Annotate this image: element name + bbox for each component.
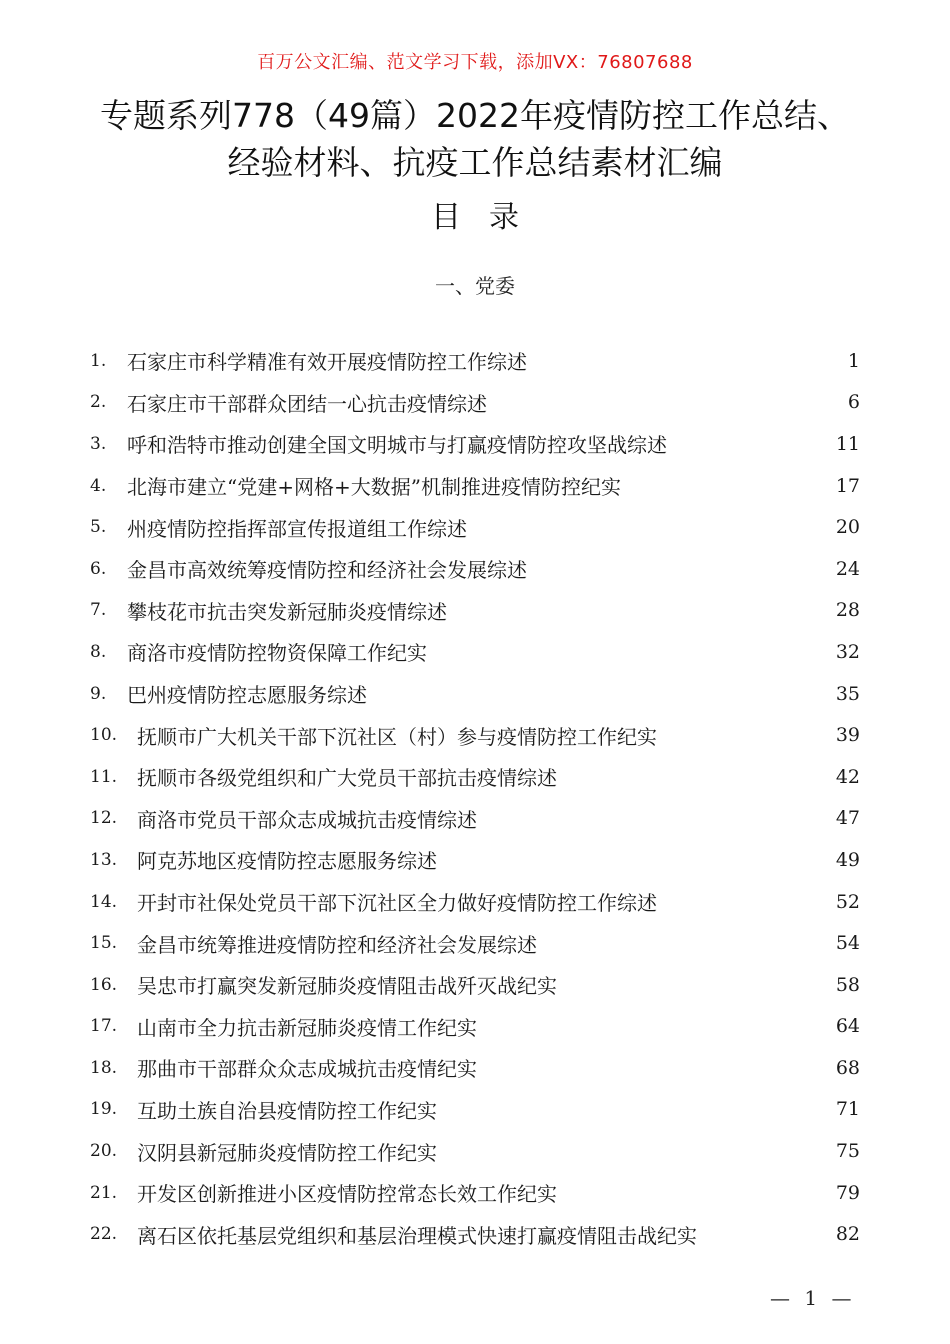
toc-item-page: 20 (835, 516, 860, 539)
toc-item-title: 抚顺市各级党组织和广大党员干部抗击疫情综述 (137, 766, 557, 791)
toc-item-title: 抚顺市广大机关干部下沉社区（村）参与疫情防控工作纪实 (137, 724, 657, 749)
toc-item-title: 离石区依托基层党组织和基层治理模式快速打赢疫情阻击战纪实 (137, 1223, 697, 1248)
toc-item-title: 山南市全力抗击新冠肺炎疫情工作纪实 (137, 1015, 477, 1040)
toc-item[interactable] (90, 1047, 860, 1089)
toc-item-page: 42 (835, 765, 860, 788)
toc-item-title: 州疫情防控指挥部宣传报道组工作综述 (127, 516, 467, 541)
toc-item[interactable] (90, 881, 860, 923)
toc-item-page: 49 (835, 848, 860, 871)
toc-item-title: 攀枝花市抗击突发新冠肺炎疫情综述 (127, 599, 447, 624)
section-heading: 一、党委 (435, 274, 515, 298)
toc-item[interactable] (90, 465, 860, 507)
toc-item-title: 商洛市疫情防控物资保障工作纪实 (127, 641, 427, 666)
toc-item[interactable] (90, 673, 860, 715)
toc-item-number: 14. (90, 891, 118, 912)
toc-item[interactable] (90, 798, 860, 840)
toc-item-number: 1. (90, 350, 107, 371)
toc-item-title: 石家庄市科学精准有效开展疫情防控工作综述 (127, 350, 527, 375)
toc-item-page: 32 (835, 640, 860, 663)
toc-item-page: 58 (835, 973, 860, 996)
toc-item-number: 15. (90, 933, 118, 954)
title-line-2: 经验材料、抗疫工作总结素材汇编 (227, 143, 723, 182)
toc-item-number: 22. (90, 1224, 118, 1245)
toc-item[interactable] (90, 1213, 860, 1255)
toc-item-number: 4. (90, 475, 107, 496)
title-line-1: 专题系列778（49篇）2022年疫情防控工作总结、 (100, 96, 850, 135)
toc-item-page: 68 (835, 1056, 860, 1079)
toc-item-number: 8. (90, 641, 107, 662)
toc-item[interactable] (90, 340, 860, 382)
toc-item-title: 阿克苏地区疫情防控志愿服务综述 (137, 849, 437, 874)
toc-item-page: 17 (835, 474, 860, 497)
toc-item-number: 2. (90, 392, 107, 413)
toc-item-title: 开发区创新推进小区疫情防控常态长效工作纪实 (137, 1182, 557, 1207)
toc-item-number: 10. (90, 725, 118, 746)
toc-item-page: 1 (847, 349, 860, 372)
toc-item-page: 47 (835, 807, 860, 830)
promo-header-note: 百万公文汇编、范文学习下载，添加VX：76807688 (257, 52, 693, 73)
toc-item-number: 17. (90, 1016, 118, 1037)
toc-item-title: 那曲市干部群众众志成城抗击疫情纪实 (137, 1057, 477, 1082)
toc-item-page: 39 (835, 724, 860, 747)
toc-item-title: 呼和浩特市推动创建全国文明城市与打赢疫情防控攻坚战综述 (127, 433, 667, 458)
toc-item[interactable] (90, 756, 860, 798)
page-number: — 1 — (770, 1286, 856, 1310)
toc-item-title: 巴州疫情防控志愿服务综述 (127, 683, 367, 708)
toc-item-number: 13. (90, 849, 118, 870)
toc-item[interactable] (90, 548, 860, 590)
toc-item-title: 开封市社保处党员干部下沉社区全力做好疫情防控工作综述 (137, 891, 657, 916)
toc-heading: 目录 (431, 200, 547, 235)
toc-item-title: 吴忠市打赢突发新冠肺炎疫情阻击战歼灭战纪实 (137, 974, 557, 999)
toc-item[interactable] (90, 382, 860, 424)
toc-item-page: 24 (835, 557, 860, 580)
toc-item-page: 82 (835, 1223, 860, 1246)
toc-item-title: 北海市建立“党建+网格+大数据”机制推进疫情防控纪实 (127, 475, 621, 500)
toc-list (90, 340, 860, 1255)
toc-item[interactable] (90, 714, 860, 756)
toc-item-title: 互助土族自治县疫情防控工作纪实 (137, 1098, 437, 1123)
toc-item-number: 6. (90, 558, 107, 579)
toc-item-page: 11 (835, 432, 860, 455)
document-title (60, 92, 890, 186)
toc-item-number: 9. (90, 683, 107, 704)
toc-item-number: 12. (90, 808, 118, 829)
toc-item[interactable] (90, 590, 860, 632)
toc-item-page: 64 (835, 1015, 860, 1038)
toc-item[interactable] (90, 1130, 860, 1172)
toc-item-number: 21. (90, 1182, 118, 1203)
toc-item-page: 71 (835, 1098, 860, 1121)
toc-item[interactable] (90, 1006, 860, 1048)
toc-item[interactable] (90, 1172, 860, 1214)
toc-item-page: 54 (835, 932, 860, 955)
toc-item-title: 商洛市党员干部众志成城抗击疫情综述 (137, 807, 477, 832)
toc-item[interactable] (90, 964, 860, 1006)
toc-item-number: 16. (90, 974, 118, 995)
toc-item-page: 52 (835, 890, 860, 913)
toc-item[interactable] (90, 1089, 860, 1131)
toc-item[interactable] (90, 423, 860, 465)
toc-item-number: 5. (90, 517, 107, 538)
toc-item-number: 3. (90, 433, 107, 454)
toc-item-number: 11. (90, 766, 118, 787)
toc-item-number: 20. (90, 1141, 118, 1162)
toc-item-page: 28 (835, 599, 860, 622)
toc-item[interactable] (90, 506, 860, 548)
toc-item-page: 79 (835, 1181, 860, 1204)
toc-item-title: 石家庄市干部群众团结一心抗击疫情综述 (127, 391, 487, 416)
toc-item[interactable] (90, 631, 860, 673)
toc-item-number: 19. (90, 1099, 118, 1120)
toc-item-title: 金昌市高效统筹疫情防控和经济社会发展综述 (127, 558, 527, 583)
toc-item-title: 汉阴县新冠肺炎疫情防控工作纪实 (137, 1140, 437, 1165)
toc-item-page: 6 (847, 391, 860, 414)
toc-item[interactable] (90, 922, 860, 964)
toc-item-number: 7. (90, 600, 107, 621)
toc-item-title: 金昌市统筹推进疫情防控和经济社会发展综述 (137, 932, 537, 957)
toc-item[interactable] (90, 839, 860, 881)
toc-item-page: 75 (835, 1140, 860, 1163)
toc-item-page: 35 (835, 682, 860, 705)
toc-item-number: 18. (90, 1057, 118, 1078)
